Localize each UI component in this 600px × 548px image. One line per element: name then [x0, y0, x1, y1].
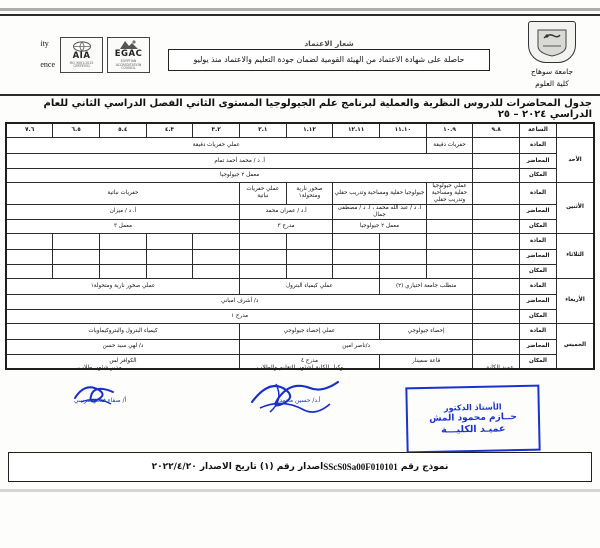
timetable-row [6, 249, 594, 264]
footer-prefix: نموذج رقم [400, 462, 449, 472]
university-name: جامعة سوهاج [530, 66, 574, 76]
timetable-cell-empty [473, 183, 520, 205]
time-slot-header: ٢.١ [239, 123, 286, 138]
timetable-row [6, 154, 594, 169]
timetable-cell-filled: معمل ٣ [6, 219, 239, 233]
timetable-row [6, 309, 594, 323]
timetable-cell-empty [426, 233, 473, 249]
signature-name-vice-dean: أ.د/ حسين محمد [279, 397, 321, 404]
header-corner [557, 123, 595, 138]
timetable-body [6, 138, 594, 369]
timetable-cell-filled: عملي كيمياء البترول [239, 278, 379, 294]
timetable-cell-empty [99, 264, 146, 278]
scan-edge-top [0, 8, 600, 11]
row-kind-label: المكان [520, 169, 557, 183]
timetable-cell-empty [426, 264, 473, 278]
timetable-row [6, 138, 594, 154]
row-kind-label: المادة [520, 323, 557, 339]
footer-form-code: SScS0Sa00F010101 [323, 462, 398, 472]
row-kind-label: المحاضر [520, 339, 557, 354]
signature-name-student-affairs: أ/ صفاء فتحي مرسي [73, 397, 127, 404]
time-slot-header: ٩.٨ [473, 123, 520, 138]
document-header [0, 14, 600, 96]
timetable-cell-filled: د/ لهي سيد حسن [6, 339, 239, 354]
timetable-cell-filled: الكوافر لس [6, 354, 239, 369]
time-slot-header: ٤.٣ [146, 123, 193, 138]
header-hour-label: الساعة [520, 123, 557, 138]
timetable-row [6, 204, 594, 219]
timetable-cell-filled: أ. د / محمد أحمد تمام [6, 154, 473, 169]
egac-logo [107, 37, 150, 73]
timetable-cell-empty [473, 323, 520, 339]
row-kind-label: المادة [520, 233, 557, 249]
signature-role-vice-dean: وكيل الكلية لشئون التعليم والطلاب [256, 364, 344, 371]
time-slot-header: ٧.٦ [6, 123, 53, 138]
signature-role-dean: عميد الكلية [486, 364, 514, 371]
timetable-cell-filled: عملي حفريات دقيقة [6, 138, 426, 154]
day-label: الأثنين [557, 183, 595, 234]
timetable-cell-filled: مدرج ٣ [239, 219, 332, 233]
scan-edge-bottom [0, 489, 600, 492]
timetable-cell-empty [239, 249, 286, 264]
timetable-cell-empty [193, 249, 240, 264]
row-kind-label: المحاضر [520, 294, 557, 309]
timetable-cell-filled: أ. د / ميزان [6, 204, 239, 219]
day-label: الخميس [557, 323, 595, 369]
timetable-cell-empty [53, 264, 100, 278]
aia-logo-sub: ISO 9001:2015 CERTIFIED [69, 60, 94, 69]
accreditation-block [154, 39, 504, 72]
timetable-row [6, 219, 594, 233]
row-kind-label: المادة [520, 138, 557, 154]
university-crest-icon [528, 21, 576, 63]
timetable-cell-filled: د/ناصر امين [239, 339, 472, 354]
timetable-cell-filled: أ.د / عمران محمد [239, 204, 332, 219]
timetable-row [6, 169, 594, 183]
english-faculty-text: ence [40, 60, 55, 69]
page-title: جدول المحاضرات للدروس النظرية والعملية لبرنامج علم الجيولوجيا المستوى الثاني الفصل الدراسي الثاني للعام الدراسي ٢٠٢٤ – ٢٥ [43, 98, 592, 120]
timetable-cell-empty [473, 138, 520, 154]
timetable-cell-empty [6, 249, 53, 264]
row-kind-label: المكان [520, 309, 557, 323]
timetable-cell-empty [193, 264, 240, 278]
timetable-row [6, 323, 594, 339]
day-label: الأحد [557, 138, 595, 183]
timetable-cell-filled: جيولوجيا حقلية ومساحية وتدريب حقلي [333, 183, 426, 205]
timetable-container [5, 122, 595, 370]
timetable-cell-empty [146, 264, 193, 278]
timetable-row [6, 233, 594, 249]
timetable-cell-filled: عملي حفريات نباتية [239, 183, 286, 205]
day-label: الأربعاء [557, 278, 595, 323]
timetable-cell-empty [53, 233, 100, 249]
timetable-cell-empty [146, 233, 193, 249]
time-slot-header: ١١.١٠ [379, 123, 426, 138]
timetable-cell-empty [426, 249, 473, 264]
timetable-cell-filled: حفريات دقيقة [426, 138, 473, 154]
timetable-cell-filled: عملي صخور نارية ومتحولة١ [6, 278, 239, 294]
timetable-cell-filled: حفريات نباتية [6, 183, 239, 205]
form-footer [8, 452, 592, 482]
egac-logo-sub: EGYPTIAN ACCREDITATION COUNCIL [115, 58, 142, 71]
stamp-line-2: حــازم محمود المش [429, 412, 517, 424]
vice-dean-signature-mark [240, 372, 360, 418]
signature-student-affairs [10, 364, 190, 454]
stamp-line-3: عميـد الكليـــة [440, 423, 506, 436]
timetable-cell-filled: أ. د / عبد الله محمد ، أ. د / مصطفى جمال [333, 204, 426, 219]
signature-vice-dean [210, 364, 390, 454]
timetable-cell-empty [473, 219, 520, 233]
timetable-cell-filled: كيمياء البترول والبتروكيماويات [6, 323, 239, 339]
timetable-cell-empty [473, 278, 520, 294]
row-kind-label: المكان [520, 219, 557, 233]
timetable-cell-empty [473, 204, 520, 219]
timetable-cell-empty [333, 264, 380, 278]
timetable-cell-empty [53, 249, 100, 264]
timetable-cell-empty [146, 249, 193, 264]
accreditation-title: شعار الاعتماد [304, 38, 354, 48]
timetable-cell-filled: معمل ٢ جيولوجيا [6, 169, 473, 183]
signature-dean [410, 364, 590, 454]
aia-logo [60, 37, 103, 73]
timetable-cell-empty [379, 249, 426, 264]
row-kind-label: المحاضر [520, 154, 557, 169]
timetable-row [6, 339, 594, 354]
time-slot-header: ١.١٢ [286, 123, 333, 138]
timetable-cell-filled: صخور نارية ومتحولة١ [286, 183, 333, 205]
timetable-cell-empty [99, 233, 146, 249]
timetable-row [6, 294, 594, 309]
timetable-cell-filled: مدرج ٤ [239, 354, 379, 369]
time-slot-header: ١٠.٩ [426, 123, 473, 138]
time-slot-header: ١٢.١١ [333, 123, 380, 138]
aia-logo-mark: AIA [72, 50, 91, 61]
english-identity [40, 34, 55, 76]
timetable-cell-filled: متطلب جامعة اختياري (٢) [379, 278, 472, 294]
timetable-cell-empty [379, 264, 426, 278]
signature-row [10, 364, 590, 454]
time-slot-header: ٦.٥ [53, 123, 100, 138]
time-slot-header: ٣.٢ [193, 123, 240, 138]
timetable-cell-filled: عملي جيولوجيا حقلية ومساحية وتدريب حقلي [426, 183, 473, 205]
timetable-cell-empty [473, 309, 520, 323]
timetable-cell-filled: عملي إحصاء جيولوجي [239, 323, 379, 339]
timetable [5, 122, 595, 370]
footer-suffix: اصدار رقم (١) تاريخ الاصدار ٢٠٢٢/٤/٢٠ [151, 462, 324, 472]
egac-logo-mark: EGAC [114, 49, 143, 60]
timetable-cell-empty [473, 233, 520, 249]
timetable-cell-filled: إحصاء جيولوجي [379, 323, 472, 339]
timetable-cell-empty [193, 233, 240, 249]
student-affairs-signature-mark [55, 372, 145, 412]
signature-role-student-affairs: مدير شئون طلاب [78, 364, 122, 371]
row-kind-label: المكان [520, 264, 557, 278]
english-university-text: ity [40, 39, 49, 49]
timetable-cell-empty [286, 233, 333, 249]
timetable-row [6, 264, 594, 278]
timetable-cell-empty [473, 294, 520, 309]
timetable-cell-empty [6, 233, 53, 249]
accreditation-logos [0, 34, 154, 76]
dean-official-stamp [405, 385, 540, 454]
timetable-cell-empty [473, 249, 520, 264]
timetable-row [6, 183, 594, 205]
timetable-cell-filled: مدرج ١ [6, 309, 473, 323]
timetable-cell-empty [239, 264, 286, 278]
university-identity [504, 21, 600, 90]
timetable-cell-empty [426, 204, 473, 219]
timetable-row [6, 278, 594, 294]
timetable-cell-empty [286, 249, 333, 264]
stamp-line-1: الأستاذ الدكتور [443, 402, 502, 413]
day-label: الثلاثاء [557, 233, 595, 278]
row-kind-label: المادة [520, 183, 557, 205]
timetable-cell-filled: معمل ٢ جيولوجيا [333, 219, 426, 233]
row-kind-label: المحاضر [520, 204, 557, 219]
timetable-cell-empty [473, 169, 520, 183]
row-kind-label: المحاضر [520, 249, 557, 264]
timetable-cell-filled: د/ أشرف امباني [6, 294, 473, 309]
timetable-cell-empty [99, 249, 146, 264]
row-kind-label: المكان [520, 354, 557, 369]
timetable-cell-empty [379, 233, 426, 249]
timetable-cell-empty [473, 154, 520, 169]
row-kind-label: المادة [520, 278, 557, 294]
timetable-cell-empty [333, 249, 380, 264]
timetable-cell-filled: قاعة سمينار [379, 354, 472, 369]
timetable-cell-empty [426, 219, 473, 233]
timetable-cell-empty [286, 264, 333, 278]
timetable-cell-empty [473, 264, 520, 278]
timetable-cell-empty [239, 233, 286, 249]
timetable-cell-empty [473, 339, 520, 354]
timetable-cell-empty [333, 233, 380, 249]
timetable-header-row [6, 123, 594, 138]
timetable-cell-empty [6, 264, 53, 278]
faculty-name: كلية العلوم [535, 79, 569, 88]
accreditation-statement: حاصلة على شهادة الاعتماد من الهيئة القومية لضمان جودة التعليم والاعتماد منذ يوليو [168, 49, 490, 72]
time-slot-header: ٥.٤ [99, 123, 146, 138]
